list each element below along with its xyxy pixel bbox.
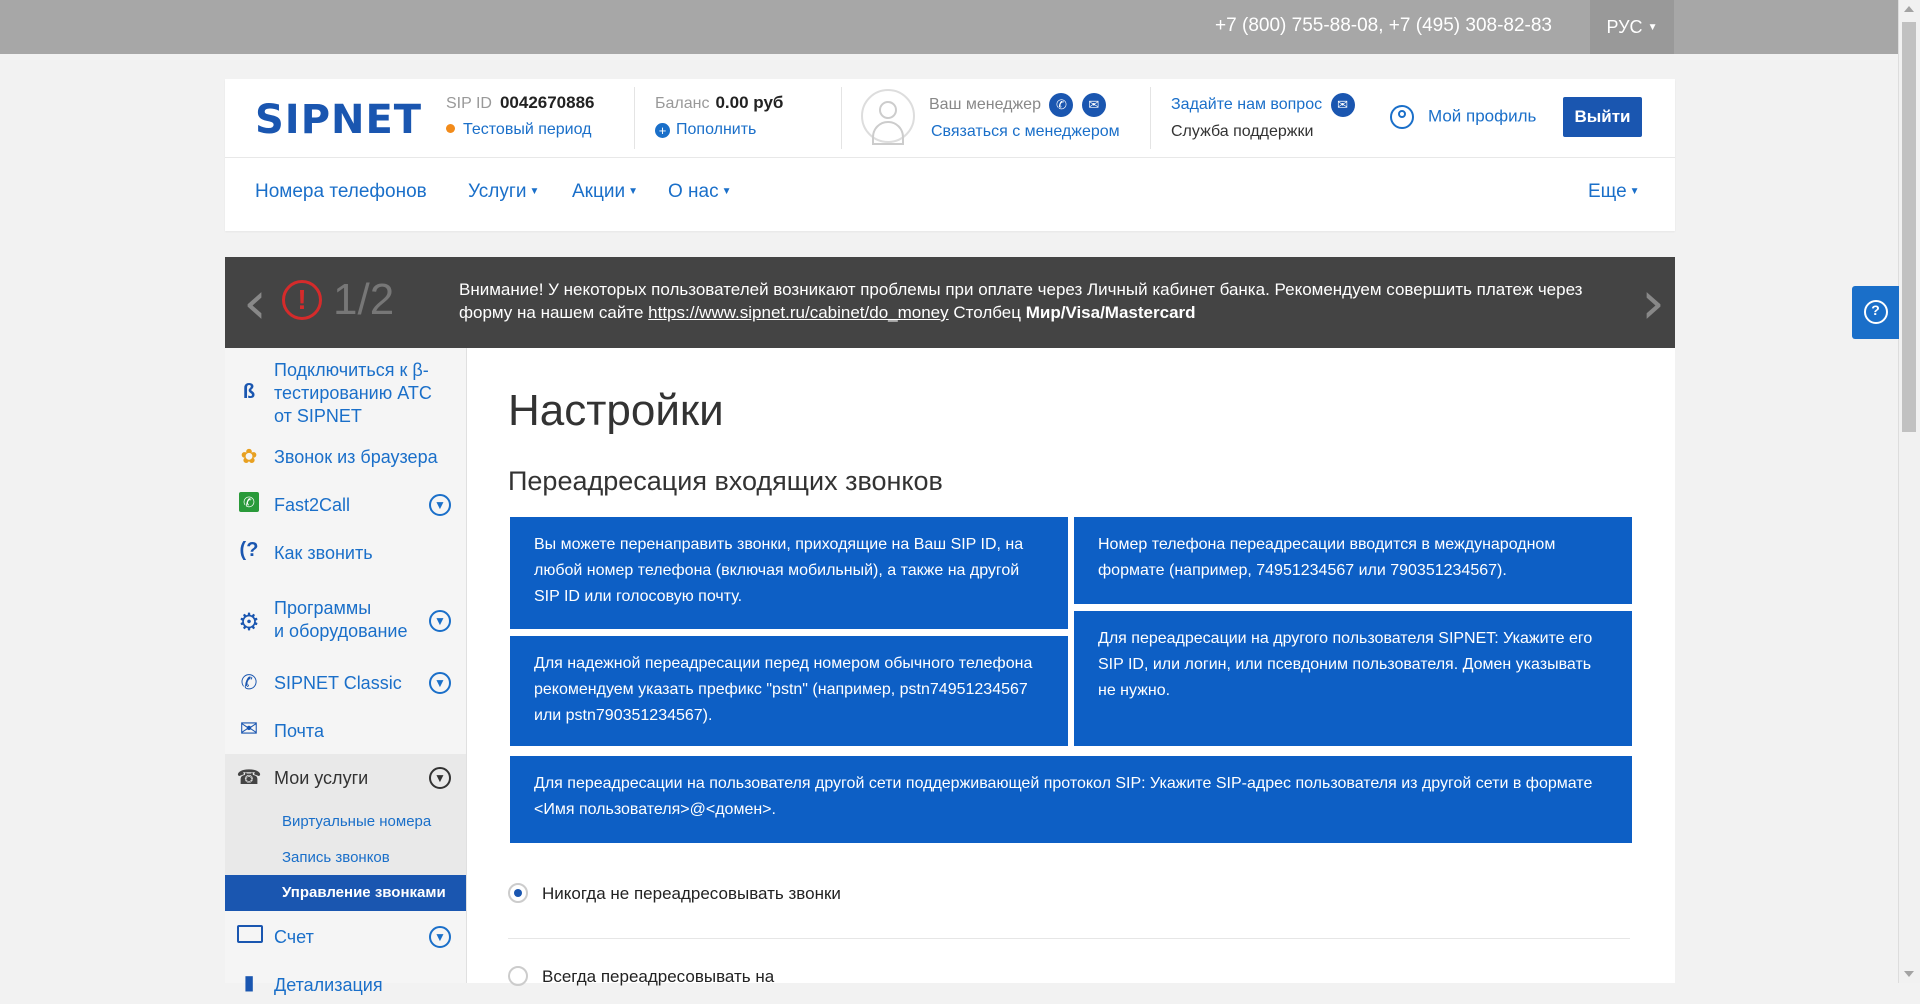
next-notice-icon[interactable]: › (1641, 268, 1665, 338)
scroll-up-icon[interactable] (1904, 6, 1914, 12)
caret-down-icon: ▼ (628, 186, 639, 197)
sidebar-item-label: Счет (274, 927, 314, 947)
phone-icon: ✆ (239, 492, 259, 512)
option-label: Всегда переадресовывать на (542, 967, 775, 986)
trial-status[interactable] (446, 121, 591, 139)
option-label: Никогда не переадресовывать звонки (542, 884, 841, 903)
sidebar-item-label: Fast2Call (274, 495, 351, 515)
nav-services[interactable] (468, 181, 539, 203)
card-icon (237, 925, 263, 943)
topup-link[interactable] (655, 121, 756, 139)
page-title: Настройки (508, 386, 724, 435)
bar-chart-icon: ▮ (243, 972, 255, 994)
avatar-body (872, 121, 904, 145)
trial-label: Тестовый период (463, 121, 592, 138)
nav-services-label: Услуги (468, 181, 527, 202)
submenu-call-recording[interactable] (225, 840, 466, 876)
sidebar-item-classic[interactable] (225, 666, 466, 702)
notice-bold: Мир/Visa/Mastercard (1025, 303, 1196, 322)
submenu-label: Запись звонков (282, 849, 390, 866)
top-bar (0, 0, 1899, 54)
nav-about-label: О нас (668, 181, 719, 202)
sipnet-logo[interactable]: SIPNET (255, 97, 423, 143)
manager-label: Ваш менеджер (929, 96, 1041, 114)
sidebar (225, 348, 467, 995)
sidebar-item-my-services[interactable] (225, 754, 466, 804)
chevron-down-icon[interactable]: ▼ (429, 610, 451, 632)
sip-id-label: SIP ID (446, 95, 492, 112)
caret-down-icon: ▼ (529, 186, 540, 197)
payment-link[interactable]: https://www.sipnet.ru/cabinet/do_money (648, 303, 949, 322)
option-always-forward[interactable] (508, 966, 774, 987)
nav-promos-label: Акции (572, 181, 626, 202)
notice-counter: 1/2 (333, 275, 395, 324)
chevron-down-icon[interactable]: ▼ (429, 926, 451, 948)
sidebar-item-browser-call[interactable] (225, 440, 466, 476)
phone-box-icon: ☎ (236, 767, 262, 789)
sidebar-item-fast2call[interactable] (225, 488, 466, 524)
sidebar-item-beta[interactable] (225, 359, 466, 431)
info-box: Для переадресации на другого пользователя SIPNET: Укажите его SIP ID, или логин, или псевдоним пользователя. Домен указывать не нужно. (1074, 611, 1632, 746)
sidebar-item-label: Почта (274, 721, 324, 741)
option-never-forward[interactable] (508, 883, 841, 904)
mail-icon[interactable]: ✉ (1331, 93, 1355, 117)
sidebar-item-label: Звонок из браузера (274, 447, 438, 467)
support-phones: +7 (800) 755-88-08, +7 (495) 308-82-83 (1215, 15, 1552, 36)
radio-button[interactable] (508, 883, 528, 903)
beta-icon: ß (242, 381, 256, 403)
sidebar-item-label: Подключиться к β-тестированию АТС от SIPNET (274, 360, 432, 426)
notice-banner (225, 257, 1675, 348)
balance-value: 0.00 руб (715, 93, 784, 112)
sidebar-item-how-to-call[interactable] (225, 536, 466, 572)
nav-more-label: Еще (1588, 181, 1627, 202)
header (225, 79, 1675, 231)
gear-icon: ⚙ (238, 609, 260, 636)
sidebar-item-label: SIPNET Classic (274, 673, 402, 693)
main-nav (225, 158, 1675, 231)
sip-id-block (446, 93, 595, 138)
caret-down-icon: ▼ (721, 186, 732, 197)
status-dot-icon (446, 124, 455, 133)
options-divider (508, 938, 1630, 939)
phone-icon[interactable]: ✆ (1049, 93, 1073, 117)
nav-promos[interactable] (572, 181, 638, 203)
chevron-down-icon[interactable]: ▼ (429, 494, 451, 516)
page-scrollbar[interactable] (1898, 0, 1920, 983)
info-box: Для надежной переадресации перед номером обычного телефона рекомендуем указать префикс "pstn" (например, pstn74951234567 или pstn790351234567). (510, 636, 1068, 746)
sidebar-item-label: Мои услуги (274, 768, 369, 788)
mail-icon: ✉ (239, 716, 259, 741)
manager-block (929, 93, 1120, 140)
sidebar-item-label: Детализация (274, 975, 383, 995)
warning-icon: ! (282, 280, 322, 320)
balance-label: Баланс (655, 95, 710, 112)
sidebar-item-account[interactable] (225, 920, 466, 956)
submenu-virtual-numbers[interactable] (225, 804, 466, 840)
notice-text (459, 278, 1589, 324)
caret-down-icon: ▼ (1647, 22, 1658, 33)
plus-icon: + (655, 123, 670, 138)
browser-call-icon: ✿ (240, 446, 258, 468)
info-box: Для переадресации на пользователя другой сети поддерживающей протокол SIP: Укажите SIP-адрес пользователя из другой сети в формате <Имя пользователя>@<домен>. (510, 756, 1632, 843)
nav-about[interactable] (668, 181, 732, 203)
phone-forward-icon: ✆ (240, 672, 258, 694)
sidebar-item-label: Как звонить (274, 543, 373, 563)
chevron-down-icon[interactable]: ▼ (429, 672, 451, 694)
ask-question-link[interactable]: Задайте нам вопрос (1171, 96, 1323, 114)
caret-down-icon: ▼ (1629, 186, 1640, 197)
support-label: Служба поддержки (1171, 123, 1314, 140)
sip-id-value: 0042670886 (499, 93, 595, 112)
section-title: Переадресация входящих звонков (508, 466, 943, 496)
header-divider (1150, 87, 1151, 149)
scrollbar-thumb[interactable] (1902, 22, 1916, 432)
help-call-icon: (? (239, 539, 259, 561)
info-box: Номер телефона переадресации вводится в международном формате (например, 74951234567 или 790351234567). (1074, 517, 1632, 604)
header-divider (841, 87, 842, 149)
profile-link[interactable] (1390, 105, 1536, 129)
manager-avatar (861, 89, 915, 143)
chevron-down-icon[interactable]: ▼ (429, 767, 451, 789)
radio-button[interactable] (508, 966, 528, 986)
ask-block (1171, 93, 1355, 140)
mail-icon[interactable]: ✉ (1082, 93, 1106, 117)
language-selector[interactable] (1590, 0, 1674, 54)
sidebar-item-label: Программы и оборудование (274, 598, 408, 641)
nav-phone-numbers[interactable]: Номера телефонов (255, 181, 427, 202)
balance-block (655, 93, 784, 138)
header-divider (634, 87, 635, 149)
submenu-call-management[interactable] (225, 875, 466, 911)
submenu-label: Управление звонками (282, 884, 446, 901)
sidebar-item-details[interactable] (225, 968, 466, 1004)
contact-manager-link[interactable]: Связаться с менеджером (931, 123, 1120, 140)
header-top-row (225, 79, 1675, 158)
info-box: Вы можете перенаправить звонки, приходящие на Ваш SIP ID, на любой номер телефона (включая мобильный), а также на другой SIP ID или голосовую почту. (510, 517, 1068, 629)
submenu-label: Виртуальные номера (282, 813, 432, 830)
main-content (467, 348, 1675, 986)
logout-button[interactable]: Выйти (1563, 97, 1642, 137)
sidebar-item-mail[interactable] (225, 714, 466, 750)
avatar-head (879, 101, 897, 119)
scroll-down-icon[interactable] (1904, 971, 1914, 977)
sidebar-item-programs[interactable] (225, 598, 466, 648)
help-icon: ? (1864, 300, 1888, 324)
help-widget[interactable] (1852, 286, 1899, 339)
notice-text-after: Столбец (948, 303, 1026, 322)
profile-label: Мой профиль (1428, 106, 1537, 126)
user-icon (1390, 105, 1414, 129)
topup-label: Пополнить (676, 121, 757, 138)
nav-more[interactable] (1588, 181, 1640, 203)
prev-notice-icon[interactable]: ‹ (243, 268, 267, 338)
notice-text-before: Внимание! У некоторых пользователей возникают проблемы при оплате через Личный кабинет банка. Рекомендуем совершить платеж через форму на нашем сайте (459, 280, 1583, 322)
language-label: РУС (1606, 17, 1643, 37)
